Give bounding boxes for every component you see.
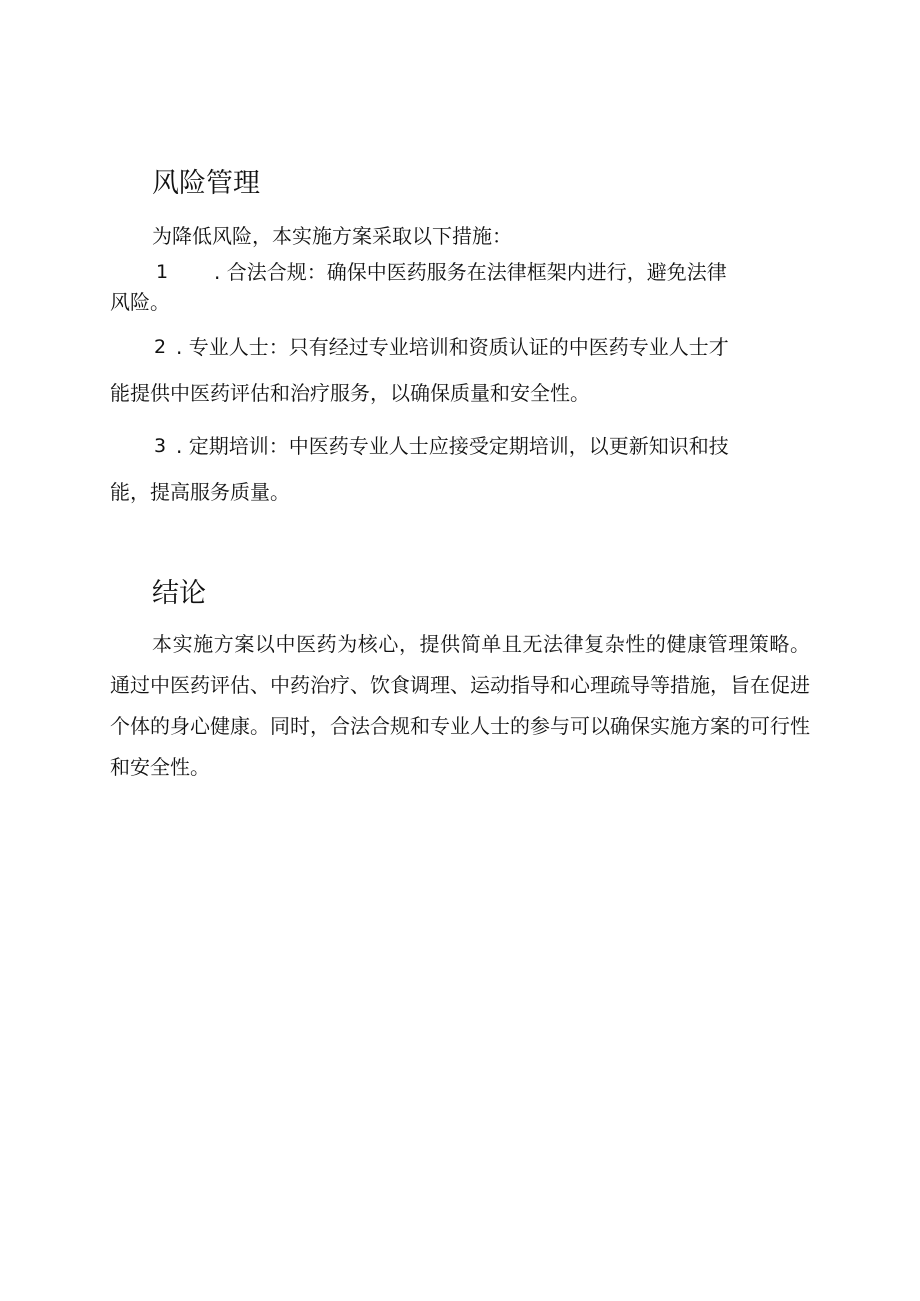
list-item-number-1: 1	[156, 261, 169, 283]
list-item-2-line-1: . 专业人士：只有经过专业培训和资质认证的中医药专业人士才	[176, 335, 729, 359]
section-heading-conclusion: 结论	[152, 578, 206, 609]
section-heading-risk-management: 风险管理	[152, 168, 260, 199]
list-item-1-line-1: . 合法合规：确保中医药服务在法律框架内进行，避免法律	[214, 260, 727, 284]
list-item-2-line-2: 能提供中医药评估和治疗服务，以确保质量和安全性。	[110, 381, 590, 405]
conclusion-paragraph: 本实施方案以中医药为核心，提供简单且无法律复杂性的健康管理策略。通过中医药评估、中药治疗、饮食调理、运动指导和心理疏导等措施，旨在促进个体的身心健康。同时，合法合规和专业人士的参与可以确保实施方案的可行性和安全性。	[110, 632, 810, 779]
risk-intro-text: 为降低风险，本实施方案采取以下措施：	[152, 224, 512, 248]
list-item-number-2: 2	[154, 336, 167, 358]
list-item-number-3: 3	[154, 435, 167, 457]
list-item-3-line-1: . 定期培训：中医药专业人士应接受定期培训，以更新知识和技	[176, 434, 729, 458]
list-item-3-line-2: 能，提高服务质量。	[110, 480, 290, 504]
list-item-1-line-2: 风险。	[110, 290, 170, 314]
